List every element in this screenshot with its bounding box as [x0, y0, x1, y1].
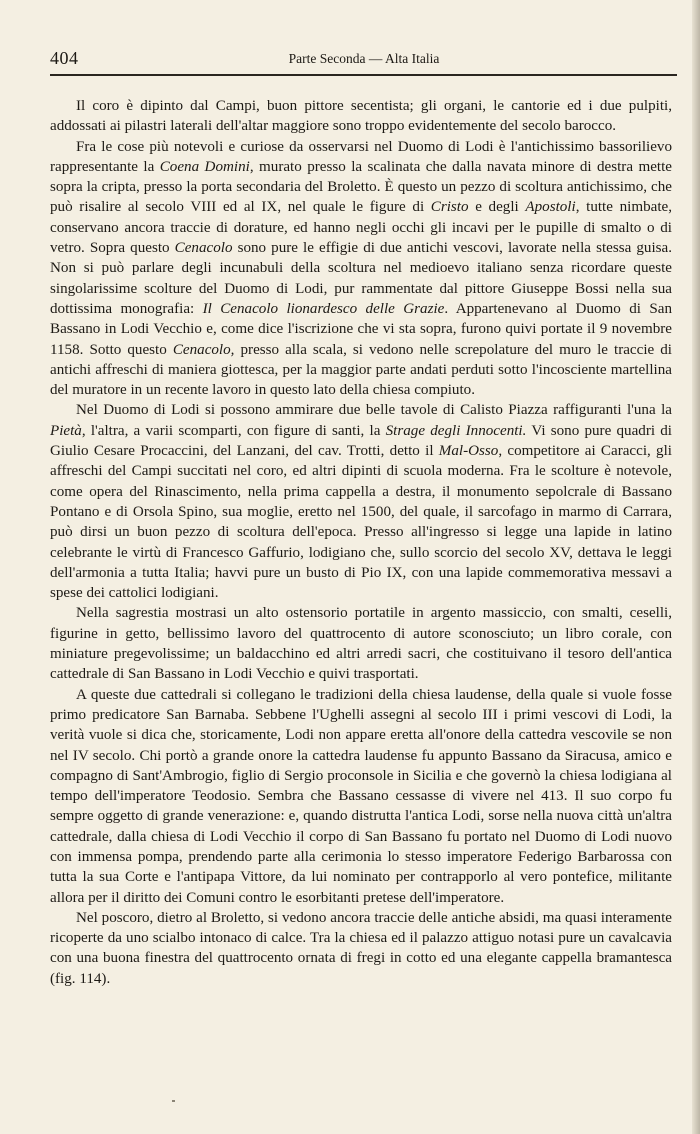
- paragraph: [50, 908, 672, 989]
- text-run: Fra le cose più notevoli e curiose da osservarsi nel Duomo di Lodi è l'antichissimo bassorilievo rappresentante la: [50, 138, 672, 175]
- text-run: , competitore ai Caracci, gli affreschi del Campi succitati nel coro, ed altri dipinti di scuola moderna. Fra le scolture è notevole, come opera del Rinascimento, nella prima cappella a destra, il monumento sepolcrale di Bassano Pontano e di Orsola Spino, sua moglie, eretto nel 1500, del quale, il sarcofago in marmo di Carrara, può dirsi un buon pezzo di scoltura dell'epoca. Presso all'ingresso si legge una lapide in latino celebrante le virtù di Francesco Gaffurio, lodigiano che, sullo scorcio del secolo XV, dettava le leggi dell'armonia a tutta Italia; havvi pure un busto di Pio IX, con una lapide commemorativa messavi a spese dei cattolici lodigiani.: [50, 443, 672, 602]
- text-run: Nella sagrestia mostrasi un alto ostensorio portatile in argento massiccio, con smalti, ceselli, figurine in getto, bellissimo lavoro del quattrocento di autore sconosciuto; un libro corale, con miniature pregevolissime; un baldacchino ed altri arredi sacri, che costituivano il tesoro dell'antica cattedrale di San Bassano in Lodi Vecchio e quivi trasportati.: [50, 605, 672, 683]
- italic-text: Cenacolo: [174, 240, 233, 257]
- paragraph: [50, 603, 672, 684]
- text-run: A queste due cattedrali si collegano le tradizioni della chiesa laudense, della quale si vuole fosse primo predicatore San Barnaba. Sebbene l'Ughelli assegni al secolo III i primi vescovi di Lodi, la verità vuole si dica che, storicamente, Lodi non appare eretta all'onore della cattedra vescovile se non nel IV secolo. Chi portò a grande onore la cattedra laudense fu appunto Bassano da Siracusa, amico e compagno di Sant'Ambrogio, figlio di Sergio proconsole in Sicilia e che governò la chiesa lodigiana al tempo dell'imperatore Teodosio. Sembra che Bassano cessasse di vivere nel 413. Il suo corpo fu sempre oggetto di grande venerazione: e, quando distrutta l'antica Lodi, sorse nella nuova città un'altra cattedrale, dalla chiesa di Lodi Vecchio il corpo di San Bassano fu portato nel Duomo di Lodi nuovo con immensa pompa, prendendo parte alla cerimonia lo stesso imperatore Federigo Barbarossa con tutta la sua Corte e l'antipapa Vittore, da lui nominato per contrapporlo al vero pontefice, militante allora per il diritto dei Comuni contro le esorbitanti pretese dell'imperatore.: [50, 686, 672, 906]
- text-run: Il coro è dipinto dal Campi, buon pittore secentista; gli organi, le cantorie ed i due pulpiti, addossati ai pilastri laterali dell'altar maggiore sono troppo evidentemente del secolo barocco.: [50, 98, 672, 135]
- page-binding-edge: [692, 0, 700, 1134]
- paragraph: [50, 400, 672, 603]
- header-rule: [50, 74, 677, 76]
- paragraph: [50, 96, 672, 137]
- paragraph: [50, 137, 672, 401]
- page-number: 404: [50, 48, 79, 68]
- text-run: Nel poscoro, dietro al Broletto, si vedono ancora traccie delle antiche absidi, ma quasi interamente ricoperte da uno scialbo intonaco di calce. Tra la chiesa ed il palazzo attiguo notasi pure un cavalcavia con una buona finestra del quattrocento ornata di fregi in cotto ed una elegante cappella bramantesca (fig. 114).: [50, 909, 672, 987]
- print-speck: [172, 1100, 175, 1102]
- text-run: e degli: [468, 199, 526, 216]
- page-header: [50, 48, 678, 72]
- text-run: presso alla scala, si vedono nelle screpolature del muro le traccie di antichi affreschi di maniera giottesca, per la maggior parte andati perduti sotto l'incosciente martellina del muratore in un recente lavoro in questo lato della chiesa compiuto.: [50, 341, 672, 399]
- body-text: [50, 96, 672, 989]
- italic-text: Coena Domini: [159, 158, 250, 175]
- italic-text: Cristo: [430, 199, 469, 216]
- italic-text: Mal-Osso: [438, 443, 499, 460]
- italic-text: Strage degli Innocenti.: [385, 422, 527, 439]
- text-run: Vi sono pure quadri di Giulio Cesare Procaccini, del Lanzani, del cav. Trotti, detto il: [50, 422, 672, 460]
- running-head: Parte Seconda — Alta Italia: [288, 51, 440, 66]
- text-run: , tutte nimbate, conservano ancora traccie di dorature, ed hanno negli occhi gli incavi per le pupille di smalto o di vetro. Sopra questo: [50, 199, 672, 257]
- text-run: , murato presso la scalinata che dalla navata minore di destra mette sopra la cripta, presso la porta secondaria del Broletto. È questo un pezzo di scoltura antichissimo, che può risalire al secolo VIII ed al IX, nel quale le figure di: [50, 158, 672, 216]
- italic-text: Pietà: [50, 422, 82, 439]
- text-run: sono pure le effigie di due antichi vescovi, lavorate nella stessa guisa. Non si può parlare degli incunabuli della scoltura nel medioevo italiano senza ricordare queste singolarissime scolture del Duomo di Lodi, pur rammentate dal pittore Giuseppe Bossi nella sua dottissima monografia:: [50, 240, 672, 317]
- text-run: , l'altra, a varii scomparti, con figure di santi, la: [81, 422, 386, 439]
- paragraph: [50, 685, 672, 908]
- text-run: . Appartenevano al Duomo di San Bassano in Lodi Vecchio e, come dice l'iscrizione che vi sta sopra, furono quivi portate il 9 novembre 1158. Sotto questo: [50, 300, 672, 358]
- text-run: Nel Duomo di Lodi si possono ammirare due belle tavole di Calisto Piazza raffiguranti l'una la: [76, 402, 672, 419]
- italic-text: Cenacolo,: [172, 341, 235, 358]
- italic-text: Apostoli: [525, 199, 576, 216]
- italic-text: Il Cenacolo lionardesco delle Grazie: [202, 300, 445, 317]
